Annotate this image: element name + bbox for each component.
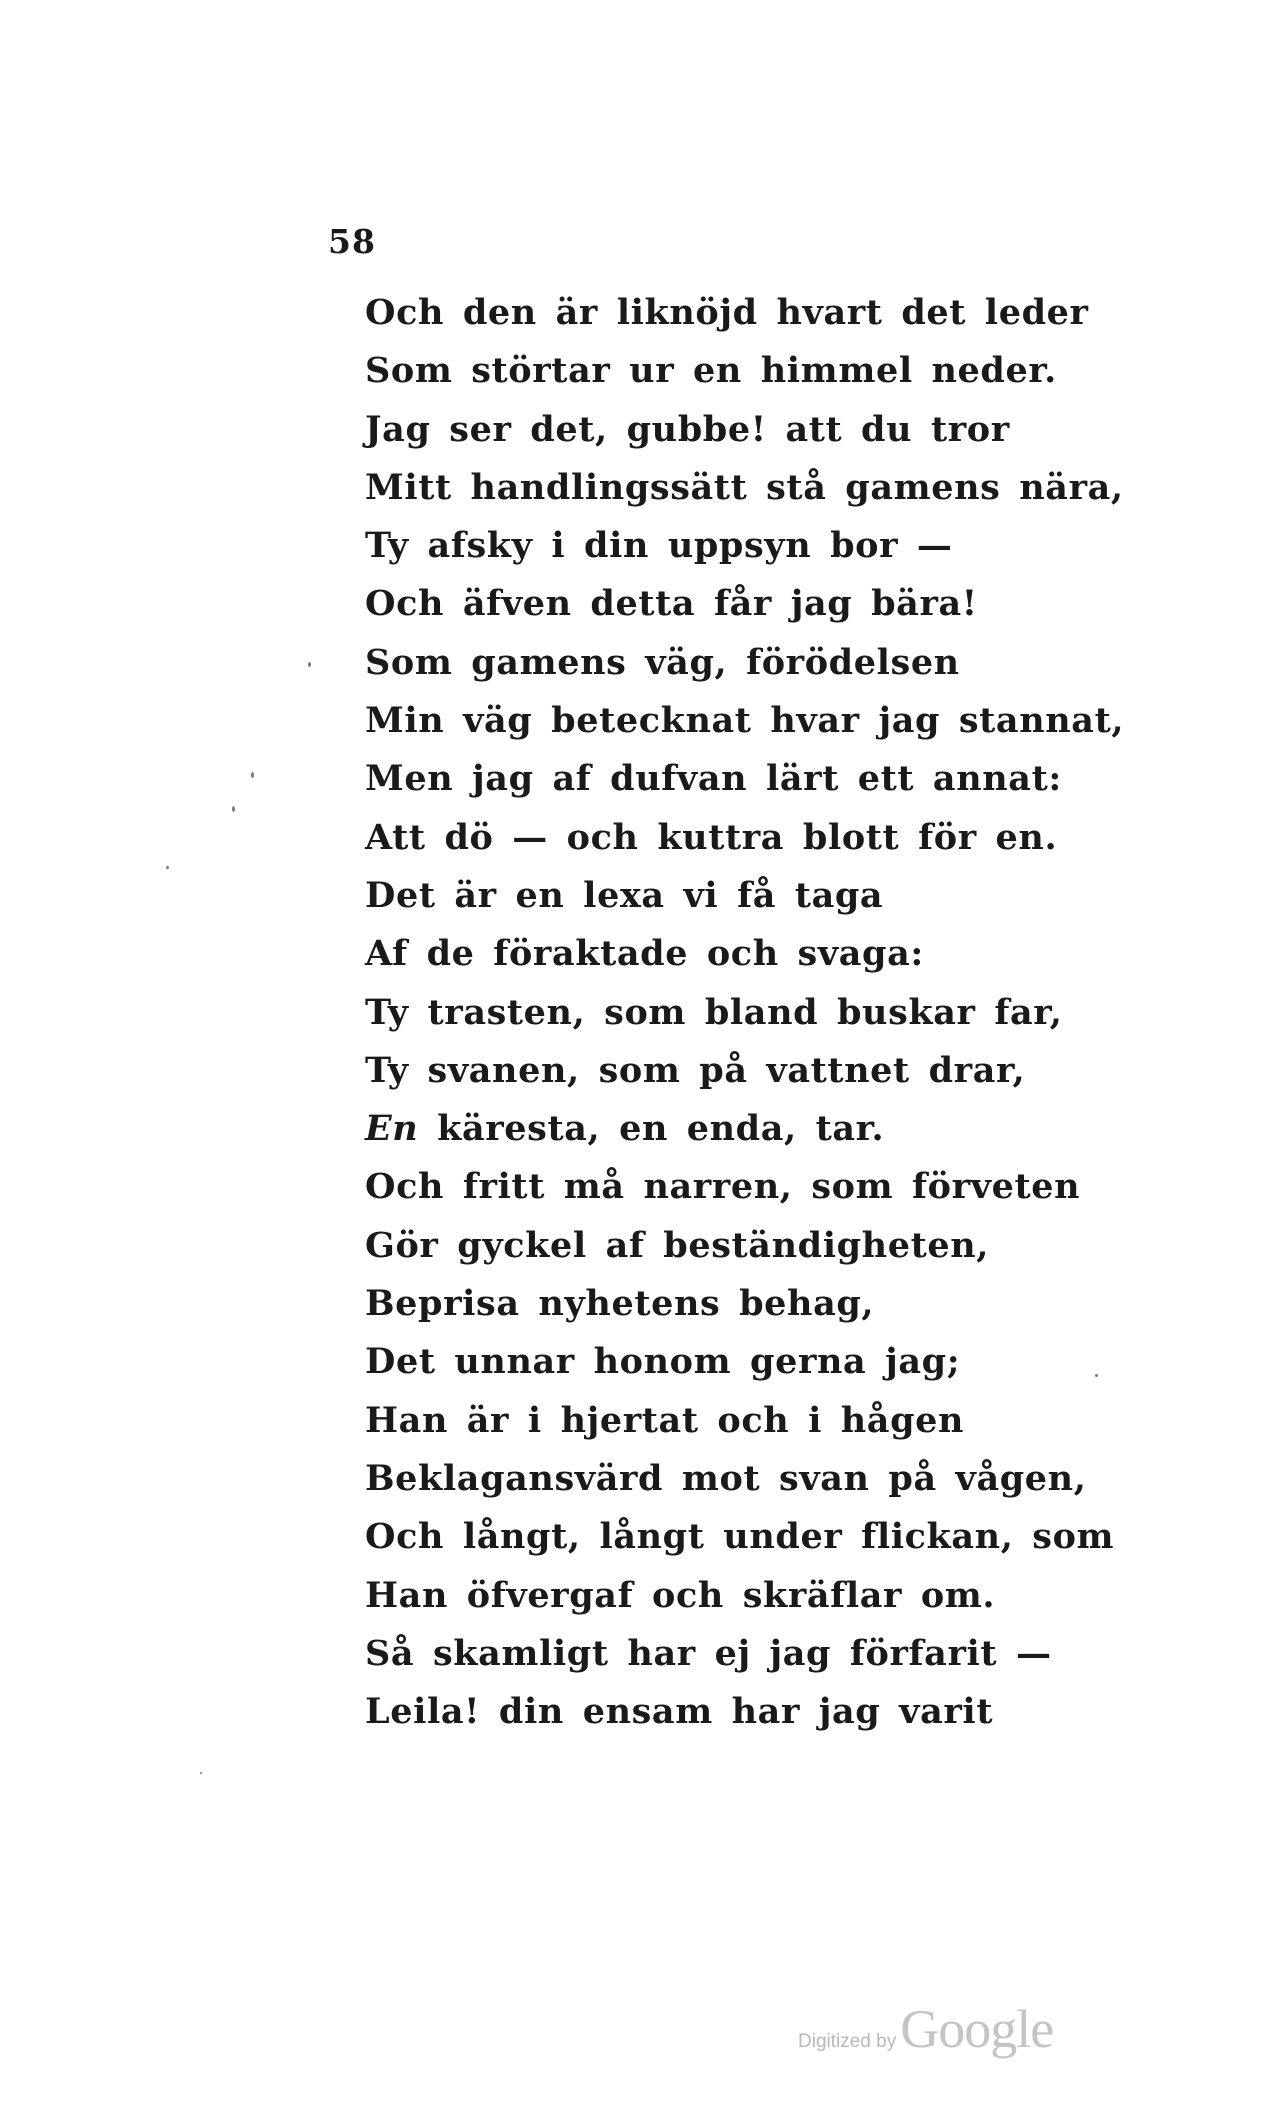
poem-line: Det är en lexa vi få taga	[365, 874, 884, 916]
poem-line: Af de föraktade och svaga:	[365, 933, 924, 975]
italic-word: En	[365, 1108, 419, 1150]
poem-line: Han öfvergaf och skräflar om.	[365, 1574, 996, 1616]
poem-text	[365, 284, 1125, 1741]
poem-line: Jag ser det, gubbe! att du tror	[365, 408, 1010, 450]
poem-line: Min väg betecknat hvar jag stannat,	[365, 700, 1125, 742]
scan-speck	[251, 772, 254, 778]
scan-speck	[166, 866, 169, 869]
google-logo: Google	[900, 1999, 1054, 2059]
scan-speck	[232, 806, 235, 812]
poem-line: Han är i hjertat och i hågen	[365, 1399, 965, 1441]
poem-line: Som gamens väg, förödelsen	[365, 641, 960, 683]
scan-speck	[308, 662, 311, 667]
watermark-prefix: Digitized by	[798, 2031, 897, 2052]
scan-speck	[200, 1772, 202, 1774]
poem-line: Beprisa nyhetens behag,	[365, 1283, 875, 1325]
poem-line: Det unnar honom gerna jag;	[365, 1341, 961, 1383]
poem-line: Beklagansvärd mot svan på vågen,	[365, 1457, 1087, 1499]
poem-line: Som störtar ur en himmel neder.	[365, 350, 1057, 392]
poem-line: Men jag af dufvan lärt ett annat:	[365, 758, 1062, 800]
poem-line: Att dö — och kuttra blott för en.	[365, 816, 1058, 858]
poem-line: Och den är liknöjd hvart det leder	[365, 292, 1089, 333]
scan-speck	[1095, 1374, 1098, 1377]
poem-line: Mitt handlingssätt stå gamens nära,	[365, 466, 1124, 508]
digitized-by-google-watermark	[798, 1998, 1053, 2060]
poem-line: Så skamligt har ej jag förfarit —	[365, 1632, 1052, 1674]
poem-line: Ty svanen, som på vattnet drar,	[365, 1049, 1026, 1091]
poem-line: Och långt, långt under flickan, som	[365, 1516, 1115, 1558]
poem-line: Och fritt må narren, som förveten	[365, 1166, 1081, 1208]
poem-line-italic-start: En käresta, en enda, tar.	[365, 1108, 885, 1150]
poem-line: Ty afsky i din uppsyn bor —	[365, 525, 953, 567]
poem-line: Ty trasten, som bland buskar far,	[365, 991, 1063, 1033]
poem-line: Gör gyckel af beständigheten,	[365, 1224, 990, 1266]
page-number: 58	[328, 222, 376, 261]
poem-line: Och äfven detta får jag bära!	[365, 583, 978, 625]
poem-line: Leila! din ensam har jag varit	[365, 1691, 994, 1733]
